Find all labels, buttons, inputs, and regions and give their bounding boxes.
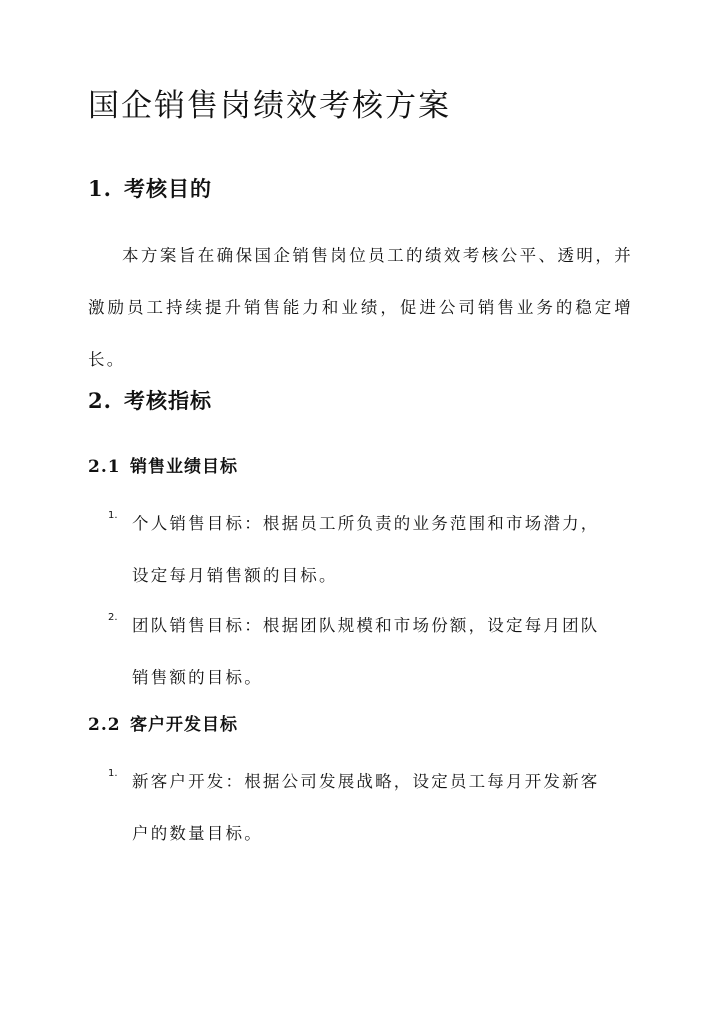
document-title: 国企销售岗绩效考核方案: [88, 88, 451, 124]
subsection-heading-customer-targets: [88, 712, 238, 738]
list-marker: 1.: [108, 768, 118, 779]
list-item: [108, 600, 618, 704]
subsection-number: 2.1: [88, 457, 121, 477]
list-marker: 2.: [108, 612, 118, 623]
section-number: 2.: [88, 388, 112, 413]
subsection-title: 客户开发目标: [130, 715, 238, 735]
section-title: 考核指标: [124, 388, 212, 413]
list-item-text: 个人销售目标：根据员工所负责的业务范围和市场潜力，设定每月销售额的目标。: [132, 514, 600, 585]
list-item-text: 团队销售目标：根据团队规模和市场份额，设定每月团队销售额的目标。: [132, 616, 600, 687]
subsection-number: 2.2: [88, 715, 121, 735]
list-item: [108, 498, 618, 602]
list-marker: 1.: [108, 510, 118, 521]
purpose-paragraph: 本方案旨在确保国企销售岗位员工的绩效考核公平、透明，并激励员工持续提升销售能力和业绩，促进公司销售业务的稳定增长。: [88, 246, 633, 369]
section-title: 考核目的: [124, 176, 212, 201]
subsection-title: 销售业绩目标: [130, 457, 238, 477]
list-item-text: 新客户开发：根据公司发展战略，设定员工每月开发新客户的数量目标。: [132, 772, 600, 843]
subsection-heading-sales-targets: [88, 454, 238, 480]
section-heading-indicators: [88, 386, 212, 416]
section-number: 1.: [88, 176, 112, 201]
list-item: [108, 756, 618, 860]
section-heading-purpose: [88, 174, 212, 204]
